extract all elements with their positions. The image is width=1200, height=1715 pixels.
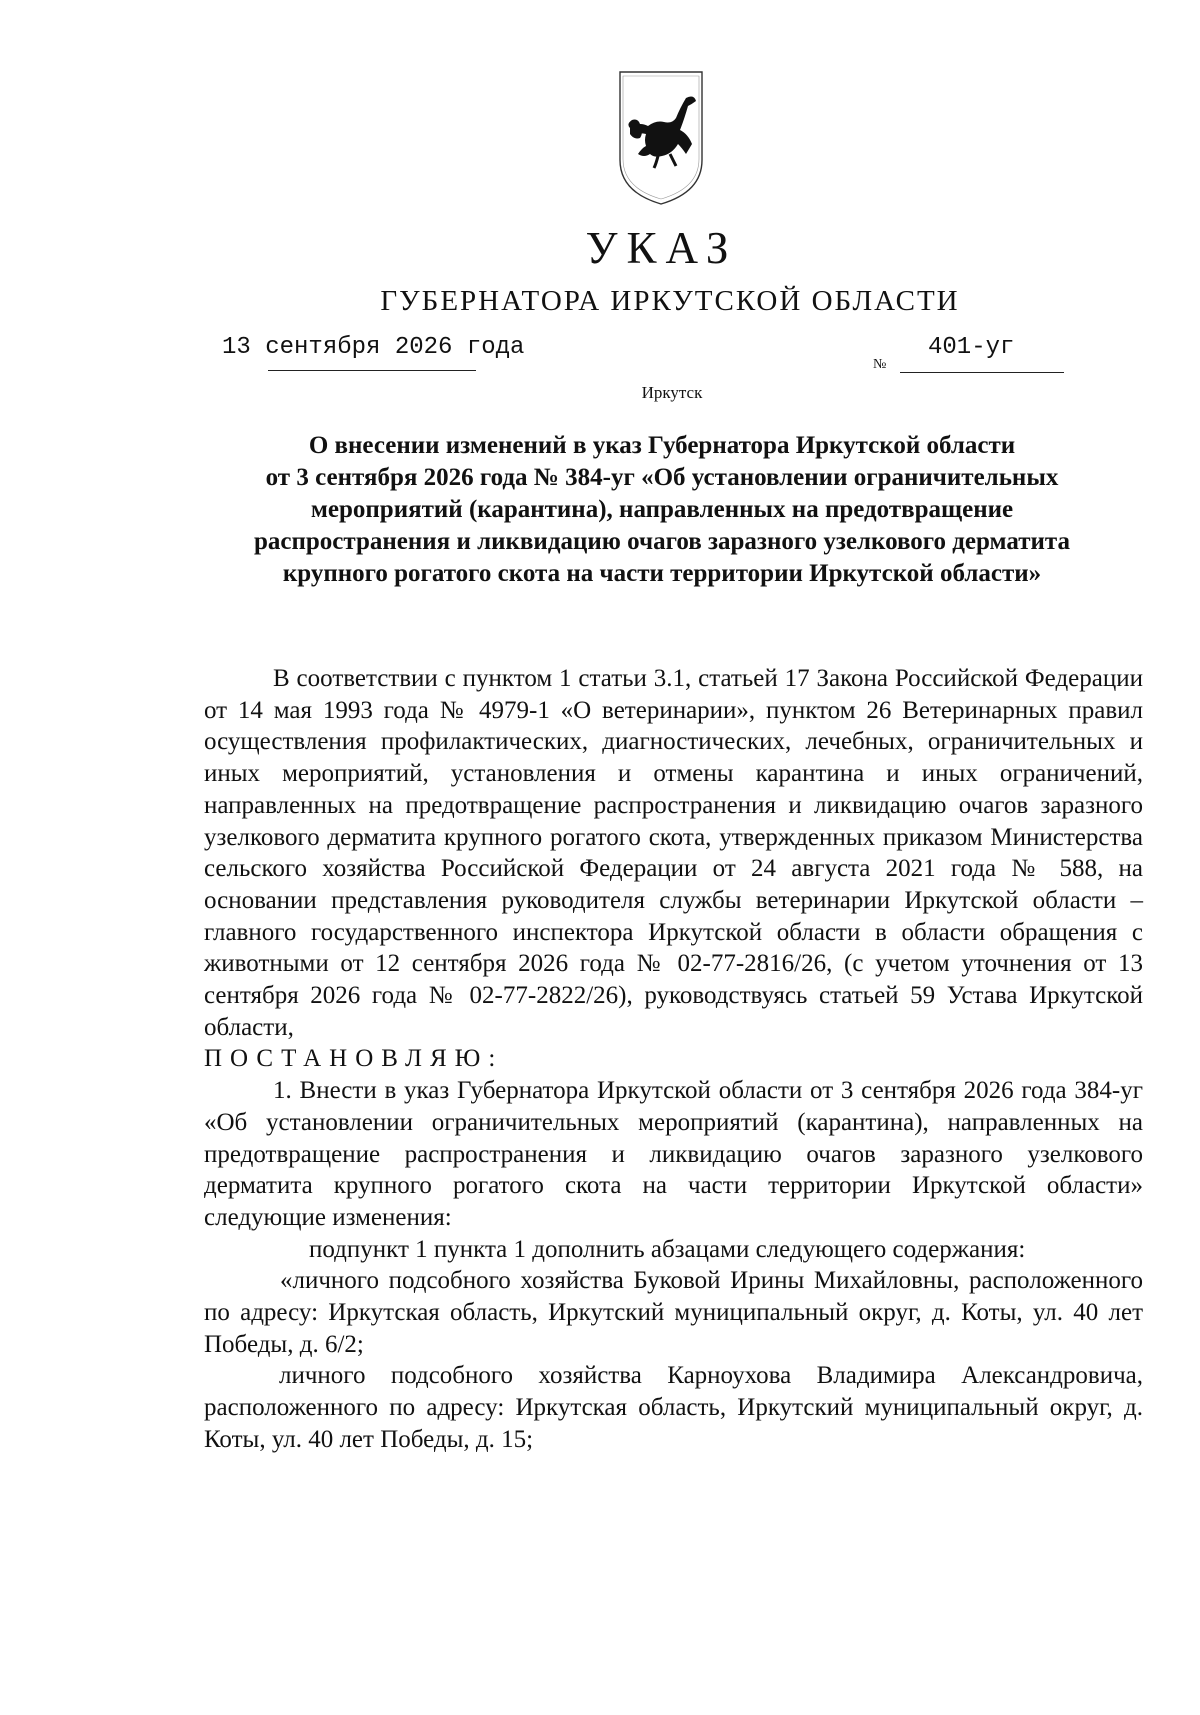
document-type-heading: УКАЗ xyxy=(585,223,738,273)
preamble-paragraph: В соответствии с пунктом 1 статьи 3.1, статьей 17 Закона Российской Федерации от 14 мая 1993 года № 4979-1 «О ветеринарии», пунктом 26 Ветеринарных правил осуществления профилактических, диагностических, лечебных, ограничительных и иных мероприятий, установления и отмены карантина и иных ограничений, направленных на предотвращение распространения и ликвидацию очагов заразного узелкового дерматита крупного рогатого скота, утвержденных приказом Министерства сельского хозяйства Российской Федерации от 24 августа 2021 года № 588, на основании представления руководителя службы ветеринарии Иркутской области – главного государственного инспектора Иркутской области в области обращения с животными от 12 сентября 2026 года № 02-77-2816/26, (с учетом уточнения от 13 сентября 2026 года № 02-77-2822/26), руководствуясь статьей 59 Устава Иркутской области, xyxy=(204,665,1143,1041)
item-1-paragraph: 1. Внести в указ Губернатора Иркутской области от 3 сентября 2026 года 384-уг «Об установлении ограничительных мероприятий (карантина), направленных на предотвращение распространения и ликвидацию очагов заразного узелкового дерматита крупного рогатого скота на части территории Иркутской области» следующие изменения: xyxy=(204,1077,1143,1231)
date-underline xyxy=(268,370,476,371)
subitem-paragraph: подпункт 1 пункта 1 дополнить абзацами следующего содержания: xyxy=(309,1235,1026,1263)
title-line: крупного рогатого скота на части территории Иркутской области» xyxy=(282,560,1042,587)
decree-number: 401-уг xyxy=(928,334,1015,361)
issuer-heading: ГУБЕРНАТОРА ИРКУТСКОЙ ОБЛАСТИ xyxy=(380,285,960,317)
irkutsk-coat-of-arms-emblem xyxy=(614,68,708,208)
amendment-paragraph: личного подсобного хозяйства Карноухова Владимира Александровича, расположенного по адресу: Иркутская область, Иркутский муниципальный округ, д. Коты, ул. 40 лет Победы, д. 15; xyxy=(204,1362,1143,1453)
title-line: от 3 сентября 2026 года № 384-уг «Об установлении ограничительных xyxy=(265,464,1059,491)
title-line: О внесении изменений в указ Губернатора Иркутской области xyxy=(308,432,1016,459)
issue-city: Иркутск xyxy=(641,383,703,402)
document-title xyxy=(190,430,1134,590)
title-line: распространения и ликвидацию очагов заразного узелкового дерматита xyxy=(253,528,1071,555)
title-line: мероприятий (карантина), направленных на предотвращение xyxy=(310,496,1014,523)
number-sign: № xyxy=(873,357,887,372)
amendment-paragraph: «личного подсобного хозяйства Буковой Ирины Михайловны, расположенного по адресу: Иркутская область, Иркутский муниципальный округ, д. Коты, ул. 40 лет Победы, д. 6/2; xyxy=(204,1267,1143,1358)
decree-word: ПОСТАНОВЛЯЮ: xyxy=(204,1045,504,1073)
number-underline xyxy=(900,372,1064,373)
decree-date: 13 сентября 2026 года xyxy=(222,334,525,361)
document-body xyxy=(204,663,1143,1456)
